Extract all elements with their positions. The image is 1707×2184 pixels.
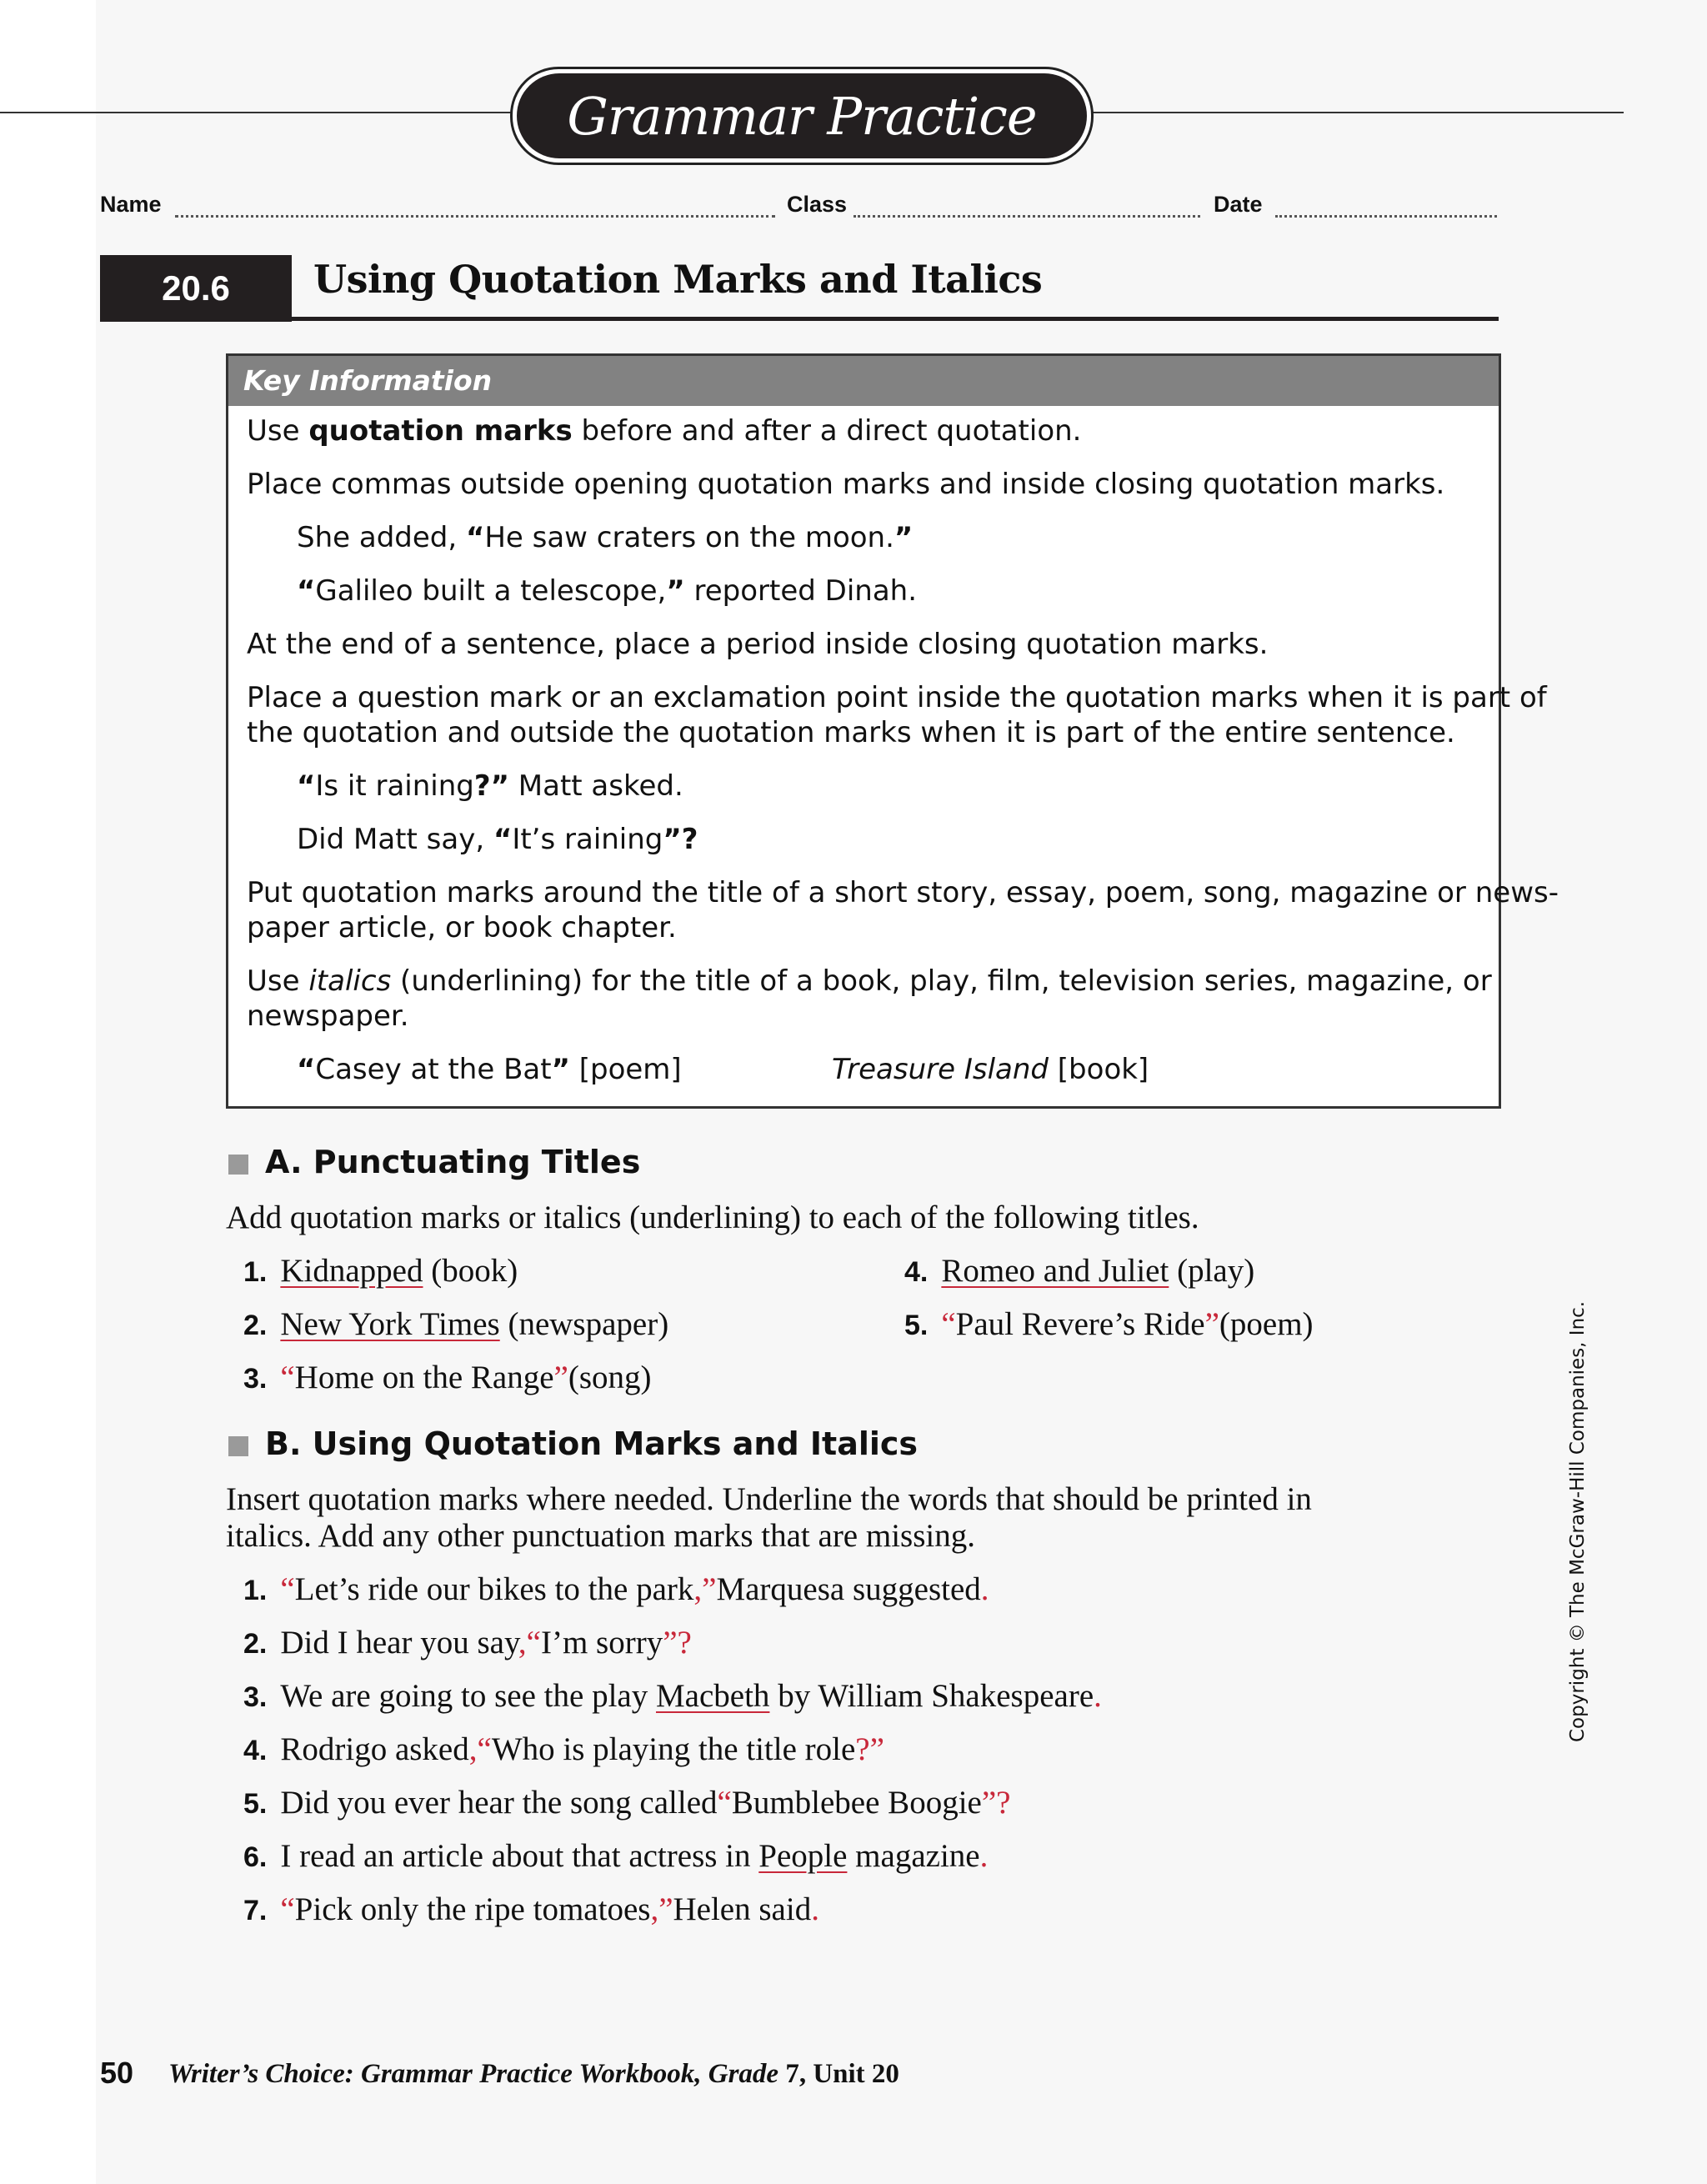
key-line-6b: newspaper. <box>247 999 409 1033</box>
part-a-heading: A. Punctuating Titles <box>265 1144 641 1180</box>
part-a-item-2: 2. New York Times (newspaper) <box>243 1306 669 1342</box>
key-information-heading: Key Information <box>228 356 1499 406</box>
part-b-sentence-4: 4. Rodrigo asked,“Who is playing the title role?” <box>243 1731 884 1767</box>
section-number: 20.6 <box>100 255 292 322</box>
key-line-6a: Use italics (underlining) for the title of a book, play, film, television series, magazine, or <box>247 964 1492 998</box>
banner-title: Grammar Practice <box>567 85 1037 147</box>
name-field[interactable] <box>175 215 775 218</box>
key-line-4a: Place a question mark or an exclamation point inside the quotation marks when it is part of <box>247 681 1547 714</box>
key-example-6: Treasure Island [book] <box>832 1053 1149 1086</box>
part-b-sentence-1: 1. “Let’s ride our bikes to the park,”Marquesa suggested. <box>243 1571 989 1607</box>
date-label: Date <box>1214 192 1263 217</box>
key-example-1: She added, “He saw craters on the moon.” <box>297 521 914 554</box>
key-example-5: “Casey at the Bat” [poem] <box>297 1053 682 1086</box>
class-field[interactable] <box>854 215 1200 218</box>
copyright-notice: Copyright © The McGraw-Hill Companies, Inc. <box>1567 1300 1589 1742</box>
part-b-instructions-1: Insert quotation marks where needed. Underline the words that should be printed in <box>226 1481 1312 1517</box>
part-b-sentence-5: 5. Did you ever hear the song called“Bumblebee Boogie”? <box>243 1785 1011 1821</box>
part-b-sentence-7: 7. “Pick only the ripe tomatoes,”Helen said. <box>243 1891 819 1927</box>
part-b-instructions-2: italics. Add any other punctuation marks that are missing. <box>226 1518 975 1554</box>
date-field[interactable] <box>1275 215 1497 218</box>
key-example-2: “Galileo built a telescope,” reported Dinah. <box>297 574 918 608</box>
part-b-square-icon <box>228 1436 248 1456</box>
key-line-1: Use quotation marks before and after a direct quotation. <box>247 414 1082 448</box>
section-rule <box>292 317 1499 321</box>
key-line-3: At the end of a sentence, place a period inside closing quotation marks. <box>247 628 1269 661</box>
key-line-5a: Put quotation marks around the title of a short story, essay, poem, song, magazine or news- <box>247 876 1559 909</box>
key-example-4: Did Matt say, “It’s raining”? <box>297 823 698 856</box>
part-b-sentence-3: 3. We are going to see the play Macbeth by William Shakespeare. <box>243 1678 1102 1714</box>
section-title: Using Quotation Marks and Italics <box>313 257 1043 302</box>
key-example-3: “Is it raining?” Matt asked. <box>297 769 683 803</box>
key-line-5b: paper article, or book chapter. <box>247 911 677 944</box>
class-label: Class <box>787 192 848 217</box>
part-b-sentence-6: 6. I read an article about that actress in People magazine. <box>243 1838 989 1874</box>
part-b-heading: B. Using Quotation Marks and Italics <box>265 1425 919 1462</box>
part-a-item-1: 1. Kidnapped (book) <box>243 1253 518 1289</box>
part-a-item-5: 5. “Paul Revere’s Ride”(poem) <box>904 1306 1314 1342</box>
banner <box>517 73 1087 158</box>
footer-citation: Writer’s Choice: Grammar Practice Workbook, Grade 7, Unit 20 <box>168 2059 899 2089</box>
key-information-box <box>226 353 1559 1109</box>
part-a-item-4: 4. Romeo and Juliet (play) <box>904 1253 1255 1289</box>
name-label: Name <box>100 192 162 217</box>
key-line-2: Place commas outside opening quotation marks and inside closing quotation marks. <box>247 468 1445 501</box>
page-number: 50 <box>100 2056 134 2090</box>
part-a-square-icon <box>228 1155 248 1175</box>
key-line-4b: the quotation and outside the quotation marks when it is part of the entire sentence. <box>247 716 1455 749</box>
part-a-instructions: Add quotation marks or italics (underlining) to each of the following titles. <box>226 1200 1199 1235</box>
part-b-sentence-2: 2. Did I hear you say,“I’m sorry”? <box>243 1625 692 1661</box>
part-a-item-3: 3. “Home on the Range”(song) <box>243 1360 652 1395</box>
